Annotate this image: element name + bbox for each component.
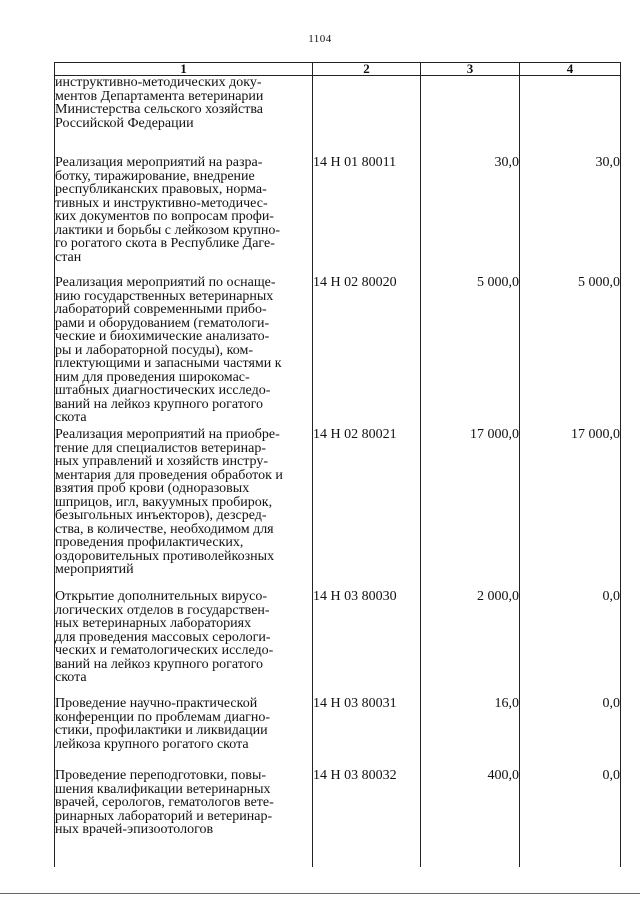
- row-description: Открытие дополнительных вирусо- логических отделов в государствен- ных ветеринарных лабораториях для проведения массовых серологи- ческих и гематологических исследо- ваний на лейкоз крупного рогатого скота: [55, 590, 313, 697]
- row-value-3: 30,0: [421, 156, 520, 276]
- row-description: Реализация мероприятий на разра- ботку, тиражирование, внедрение республиканских правовых, норма- тивных и инструктивно-методичес- ких документов по вопросам профи- лактики и борьбы с лейкозом крупно- го рогатого скота в Республике Даге- стан: [55, 156, 313, 276]
- row-description: Реализация мероприятий по оснаще- нию государственных ветеринарных лабораторий современными прибо- рами и оборудованием (гематологи- ческие и биохимические анализато- ры и лабораторной посуды), ком- плектующими и запасными частями к ним для проведения широкомас- штабных диагностических исследо- ваний на лейкоз крупного рогатого скота: [55, 276, 313, 428]
- table-row: [55, 156, 621, 276]
- row-value-3: 16,0: [421, 697, 520, 769]
- row-value-4: 5 000,0: [520, 276, 621, 428]
- row-code: [313, 76, 421, 157]
- row-value-3: 5 000,0: [421, 276, 520, 428]
- table-row: [55, 428, 621, 590]
- row-code: 14 Н 02 80021: [313, 428, 421, 590]
- table-row: [55, 276, 621, 428]
- row-value-3: 2 000,0: [421, 590, 520, 697]
- row-code: 14 Н 03 80032: [313, 769, 421, 867]
- table-body: [55, 76, 621, 868]
- row-code: 14 Н 01 80011: [313, 156, 421, 276]
- table-row: [55, 76, 621, 157]
- page-bottom-rule: [0, 893, 640, 894]
- budget-table: [54, 62, 621, 867]
- row-code: 14 Н 03 80030: [313, 590, 421, 697]
- row-value-4: 30,0: [520, 156, 621, 276]
- row-value-4: 0,0: [520, 769, 621, 867]
- row-value-4: [520, 76, 621, 157]
- table-header: [55, 63, 621, 76]
- row-value-3: 17 000,0: [421, 428, 520, 590]
- column-header-1: 1: [55, 63, 313, 76]
- row-value-3: 400,0: [421, 769, 520, 867]
- row-description: Реализация мероприятий на приобре- тение для специалистов ветеринар- ных управлений и хозяйств инстру- ментария для проведения обработок и взятия проб крови (одноразовых шприцов, игл, вакуумных пробирок, безыгольных инъекторов), дезсред- ства, в количестве, необходимом для проведения профилактических, оздоровительных противолейкозных мероприятий: [55, 428, 313, 590]
- row-value-4: 17 000,0: [520, 428, 621, 590]
- page-number: 1104: [308, 33, 332, 45]
- row-value-3: [421, 76, 520, 157]
- header-row: [55, 63, 621, 76]
- table-row: [55, 769, 621, 867]
- column-header-3: 3: [421, 63, 520, 76]
- column-header-2: 2: [313, 63, 421, 76]
- row-description: Проведение переподготовки, повы- шения квалификации ветеринарных врачей, серологов, гематологов вете- ринарных лабораторий и ветеринар- ных врачей-эпизоотологов: [55, 769, 313, 867]
- column-header-4: 4: [520, 63, 621, 76]
- row-description: Проведение научно-практической конференции по проблемам диагно- стики, профилактики и ликвидации лейкоза крупного рогатого скота: [55, 697, 313, 769]
- row-value-4: 0,0: [520, 590, 621, 697]
- row-value-4: 0,0: [520, 697, 621, 769]
- table-row: [55, 697, 621, 769]
- table-row: [55, 590, 621, 697]
- row-code: 14 Н 03 80031: [313, 697, 421, 769]
- row-description: инструктивно-методических доку- ментов Департамента ветеринарии Министерства сельского хозяйства Российской Федерации: [55, 76, 313, 157]
- row-code: 14 Н 02 80020: [313, 276, 421, 428]
